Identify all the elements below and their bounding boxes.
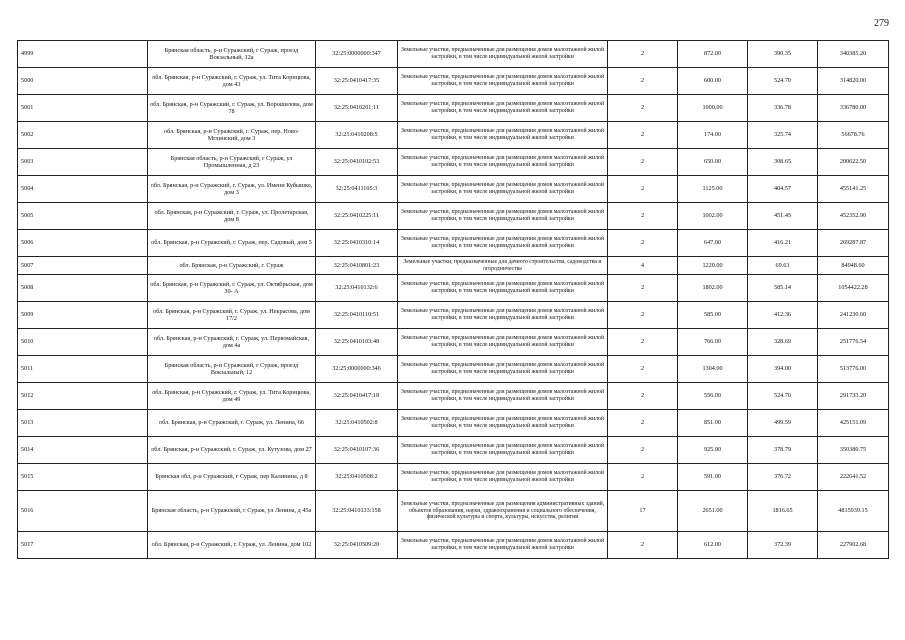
permitted-use-cell: Земельные участки, предназначенные для размещения домов малоэтажной жилой застройки, в том числе индивидуальной жилой застройки [398, 356, 608, 383]
area-cell: 647.00 [678, 230, 748, 257]
area-cell: 1220.00 [678, 257, 748, 275]
permitted-use-cell: Земельные участки, предназначенные для размещения административных зданий, объектов образования, науки, здравоохранения и социального обеспечения, физической культуры и спорта, культуры, искусства, религии [398, 491, 608, 532]
permitted-use-cell: Земельные участки, предназначенные для размещения домов малоэтажной жилой застройки, в том числе индивидуальной жилой застройки [398, 230, 608, 257]
area-cell: 174.00 [678, 122, 748, 149]
cadastral-number-cell: 32:25:0410417:35 [316, 68, 398, 95]
cadastral-number-cell: 32:25:0410103:48 [316, 329, 398, 356]
table-row [18, 464, 889, 491]
cadastral-number-cell: 32:25:0410417:18 [316, 383, 398, 410]
use-group-code-cell: 2 [608, 230, 678, 257]
row-number-cell: 5012 [18, 383, 148, 410]
address-cell: Брянская область, р-н Суражский, г Сураж, проезд Вокзальный, 12а [148, 41, 316, 68]
specific-value-cell: 416.21 [748, 230, 818, 257]
cadastral-number-cell: 32:25:0410132:6 [316, 275, 398, 302]
table-row [18, 275, 889, 302]
permitted-use-cell: Земельные участки, предназначенные для дачного строительства, садоводства и огородничества [398, 257, 608, 275]
permitted-use-cell: Земельные участки, предназначенные для размещения домов малоэтажной жилой застройки, в том числе индивидуальной жилой застройки [398, 41, 608, 68]
row-number-cell: 5007 [18, 257, 148, 275]
table-row [18, 176, 889, 203]
permitted-use-cell: Земельные участки, предназначенные для размещения домов малоэтажной жилой застройки, в том числе индивидуальной жилой застройки [398, 464, 608, 491]
specific-value-cell: 585.14 [748, 275, 818, 302]
row-number-cell: 5016 [18, 491, 148, 532]
specific-value-cell: 524.70 [748, 68, 818, 95]
use-group-code-cell: 2 [608, 203, 678, 230]
table-row [18, 302, 889, 329]
permitted-use-cell: Земельные участки, предназначенные для размещения домов малоэтажной жилой застройки, в том числе индивидуальной жилой застройки [398, 383, 608, 410]
specific-value-cell: 372.39 [748, 532, 818, 559]
cadastral-number-cell: 32:25:0410110:51 [316, 302, 398, 329]
specific-value-cell: 390.35 [748, 41, 818, 68]
row-number-cell: 5006 [18, 230, 148, 257]
cadastral-number-cell: 32:25:0410225:11 [316, 203, 398, 230]
cadastral-number-cell: 32:25:0410102:53 [316, 149, 398, 176]
cadastral-value-cell: 340385.20 [818, 41, 889, 68]
page-number: 279 [874, 18, 889, 29]
row-number-cell: 5010 [18, 329, 148, 356]
permitted-use-cell: Земельные участки, предназначенные для размещения домов малоэтажной жилой застройки, в том числе индивидуальной жилой застройки [398, 122, 608, 149]
use-group-code-cell: 2 [608, 437, 678, 464]
area-cell: 556.00 [678, 383, 748, 410]
use-group-code-cell: 2 [608, 383, 678, 410]
permitted-use-cell: Земельные участки, предназначенные для размещения домов малоэтажной жилой застройки, в том числе индивидуальной жилой застройки [398, 532, 608, 559]
area-cell: 2651.00 [678, 491, 748, 532]
cadastral-value-cell: 314820.00 [818, 68, 889, 95]
cadastral-number-cell: 32:25:0410133:158 [316, 491, 398, 532]
specific-value-cell: 328.69 [748, 329, 818, 356]
area-cell: 591.00 [678, 464, 748, 491]
address-cell: обл. Брянская, р-н Суражский, г. Сураж, ул. Тита Корнцюва, дом 43 [148, 68, 316, 95]
address-cell: обл. Брянская, р-н Суражский, г. Сураж, ул. Имени Кубышко, дом 3 [148, 176, 316, 203]
address-cell: обл. Брянская, р-н Суражский, г. Сураж, ул. Октябрьская, дом 30- А [148, 275, 316, 302]
use-group-code-cell: 2 [608, 68, 678, 95]
address-cell: обл. Брянская, р-н Суражский, г. Сураж, ул. Некрасова, дом 17/2 [148, 302, 316, 329]
table-row [18, 532, 889, 559]
table-row [18, 329, 889, 356]
specific-value-cell: 378.79 [748, 437, 818, 464]
cadastral-value-cell: 455141.25 [818, 176, 889, 203]
cadastral-number-cell: 32:25:0410310:14 [316, 230, 398, 257]
address-cell: обл. Брянская, р-н Суражский, г. Сураж, ул. Ленина, дом 102 [148, 532, 316, 559]
specific-value-cell: 394.00 [748, 356, 818, 383]
row-number-cell: 5015 [18, 464, 148, 491]
row-number-cell: 5009 [18, 302, 148, 329]
area-cell: 766.00 [678, 329, 748, 356]
use-group-code-cell: 2 [608, 149, 678, 176]
row-number-cell: 5000 [18, 68, 148, 95]
area-cell: 872.00 [678, 41, 748, 68]
permitted-use-cell: Земельные участки, предназначенные для размещения домов малоэтажной жилой застройки, в том числе индивидуальной жилой застройки [398, 95, 608, 122]
area-cell: 1125.00 [678, 176, 748, 203]
cadastral-value-cell: 269287.87 [818, 230, 889, 257]
cadastral-number-cell: 32:25:0000000:347 [316, 41, 398, 68]
table-row [18, 230, 889, 257]
address-cell: обл. Брянская, р-н Суражский, г. Сураж, ул. Ворошилова, дом 78 [148, 95, 316, 122]
area-cell: 925.00 [678, 437, 748, 464]
specific-value-cell: 69.63 [748, 257, 818, 275]
permitted-use-cell: Земельные участки, предназначенные для размещения домов малоэтажной жилой застройки, в том числе индивидуальной жилой застройки [398, 410, 608, 437]
address-cell: обл. Брянская, р-н Суражский, г. Сураж, ул. Тита Корнцюва, дом 49 [148, 383, 316, 410]
specific-value-cell: 451.45 [748, 203, 818, 230]
table-row [18, 410, 889, 437]
cadastral-number-cell: 32:25:0410201:11 [316, 95, 398, 122]
table-row [18, 257, 889, 275]
use-group-code-cell: 2 [608, 410, 678, 437]
cadastral-number-cell: 32:25:0410208:5 [316, 122, 398, 149]
specific-value-cell: 336.78 [748, 95, 818, 122]
permitted-use-cell: Земельные участки, предназначенные для размещения домов малоэтажной жилой застройки, в том числе индивидуальной жилой застройки [398, 176, 608, 203]
use-group-code-cell: 2 [608, 41, 678, 68]
cadastral-value-cell: 350380.75 [818, 437, 889, 464]
specific-value-cell: 376.72 [748, 464, 818, 491]
use-group-code-cell: 2 [608, 176, 678, 203]
table-row [18, 95, 889, 122]
row-number-cell: 5011 [18, 356, 148, 383]
cadastral-value-cell: 1054422.28 [818, 275, 889, 302]
cadastral-value-cell: 513776.00 [818, 356, 889, 383]
table-row [18, 41, 889, 68]
address-cell: Брянская область, р-н Суражский, г Сураж, ул Ленина, д 45а [148, 491, 316, 532]
cadastral-value-cell: 222641.52 [818, 464, 889, 491]
permitted-use-cell: Земельные участки, предназначенные для размещения домов малоэтажной жилой застройки, в том числе индивидуальной жилой застройки [398, 203, 608, 230]
address-cell: обл. Брянская, р-н Суражский, г. Сураж, пер. Ново-Мглинский, дом 3 [148, 122, 316, 149]
cadastral-value-cell: 425151.09 [818, 410, 889, 437]
row-number-cell: 5017 [18, 532, 148, 559]
use-group-code-cell: 17 [608, 491, 678, 532]
specific-value-cell: 308.65 [748, 149, 818, 176]
address-cell: обл. Брянская, р-н Суражский, г. Сураж [148, 257, 316, 275]
area-cell: 612.00 [678, 532, 748, 559]
cadastral-value-cell: 4815939.15 [818, 491, 889, 532]
specific-value-cell: 412.36 [748, 302, 818, 329]
use-group-code-cell: 2 [608, 464, 678, 491]
specific-value-cell: 1816.65 [748, 491, 818, 532]
table-row [18, 203, 889, 230]
table-row [18, 149, 889, 176]
area-cell: 650.00 [678, 149, 748, 176]
use-group-code-cell: 2 [608, 532, 678, 559]
cadastral-number-cell: 32:25:0410801:23 [316, 257, 398, 275]
cadastral-number-cell: 32:25:0000000:346 [316, 356, 398, 383]
row-number-cell: 5008 [18, 275, 148, 302]
cadastral-number-cell: 32:25:0410107:36 [316, 437, 398, 464]
address-cell: Брянская область, р-н Суражский, г Сураж, ул Промышленная, д 23 [148, 149, 316, 176]
permitted-use-cell: Земельные участки, предназначенные для размещения домов малоэтажной жилой застройки, в том числе индивидуальной жилой застройки [398, 302, 608, 329]
use-group-code-cell: 2 [608, 356, 678, 383]
use-group-code-cell: 4 [608, 257, 678, 275]
address-cell: обл. Брянская, р-н Суражский, г. Сураж, пер. Садовый, дом 5 [148, 230, 316, 257]
address-cell: обл. Брянская, р-н Суражский, г. Сураж, ул. Пролетарская, дом 8 [148, 203, 316, 230]
row-number-cell: 5002 [18, 122, 148, 149]
table-row [18, 68, 889, 95]
cadastral-value-cell: 200622.50 [818, 149, 889, 176]
area-cell: 1002.00 [678, 203, 748, 230]
cadastral-value-cell: 227902.68 [818, 532, 889, 559]
use-group-code-cell: 2 [608, 302, 678, 329]
specific-value-cell: 524.70 [748, 383, 818, 410]
row-number-cell: 5014 [18, 437, 148, 464]
use-group-code-cell: 2 [608, 122, 678, 149]
area-cell: 600.00 [678, 68, 748, 95]
specific-value-cell: 404.57 [748, 176, 818, 203]
address-cell: обл. Брянская, р-н Суражский, г. Сураж, ул. Ленина, 66 [148, 410, 316, 437]
address-cell: обл. Брянская, р-н Суражский, г. Сураж, ул. Первомайская, дом 4а [148, 329, 316, 356]
cadastral-number-cell: 32:25:0410509:20 [316, 532, 398, 559]
area-cell: 585.00 [678, 302, 748, 329]
row-number-cell: 5003 [18, 149, 148, 176]
table-row [18, 356, 889, 383]
table-row [18, 122, 889, 149]
address-cell: Брянская обл, р-н Суражский, г Сураж, пер Калинина, д 8 [148, 464, 316, 491]
row-number-cell: 4999 [18, 41, 148, 68]
table-row [18, 437, 889, 464]
permitted-use-cell: Земельные участки, предназначенные для размещения домов малоэтажной жилой застройки, в том числе индивидуальной жилой застройки [398, 149, 608, 176]
cadastral-value-cell: 452352.90 [818, 203, 889, 230]
cadastral-value-cell: 336780.00 [818, 95, 889, 122]
specific-value-cell: 325.74 [748, 122, 818, 149]
cadastral-number-cell: 32:25:0411105:3 [316, 176, 398, 203]
address-cell: обл. Брянская, р-н Суражский, г. Сураж, ул. Кутузова, дом 27 [148, 437, 316, 464]
cadastral-number-cell: 32:25:0410502:8 [316, 410, 398, 437]
area-cell: 1304.00 [678, 356, 748, 383]
cadastral-value-cell: 84948.60 [818, 257, 889, 275]
area-cell: 851.00 [678, 410, 748, 437]
cadastral-value-cell: 56678.76 [818, 122, 889, 149]
row-number-cell: 5013 [18, 410, 148, 437]
area-cell: 1000.00 [678, 95, 748, 122]
cadastral-value-cell: 291733.20 [818, 383, 889, 410]
permitted-use-cell: Земельные участки, предназначенные для размещения домов малоэтажной жилой застройки, в том числе индивидуальной жилой застройки [398, 68, 608, 95]
area-cell: 1802.00 [678, 275, 748, 302]
cadastral-value-cell: 251776.54 [818, 329, 889, 356]
land-valuation-table [17, 40, 889, 559]
cadastral-number-cell: 32:25:0410508:2 [316, 464, 398, 491]
permitted-use-cell: Земельные участки, предназначенные для размещения домов малоэтажной жилой застройки, в том числе индивидуальной жилой застройки [398, 275, 608, 302]
specific-value-cell: 499.59 [748, 410, 818, 437]
address-cell: Брянская область, р-н Суражский, г Сураж, проезд Вокзальный, 12 [148, 356, 316, 383]
permitted-use-cell: Земельные участки, предназначенные для размещения домов малоэтажной жилой застройки, в том числе индивидуальной жилой застройки [398, 437, 608, 464]
row-number-cell: 5004 [18, 176, 148, 203]
use-group-code-cell: 2 [608, 95, 678, 122]
row-number-cell: 5005 [18, 203, 148, 230]
permitted-use-cell: Земельные участки, предназначенные для размещения домов малоэтажной жилой застройки, в том числе индивидуальной жилой застройки [398, 329, 608, 356]
cadastral-value-cell: 241230.60 [818, 302, 889, 329]
row-number-cell: 5001 [18, 95, 148, 122]
use-group-code-cell: 2 [608, 329, 678, 356]
table-row [18, 383, 889, 410]
table-row [18, 491, 889, 532]
use-group-code-cell: 2 [608, 275, 678, 302]
